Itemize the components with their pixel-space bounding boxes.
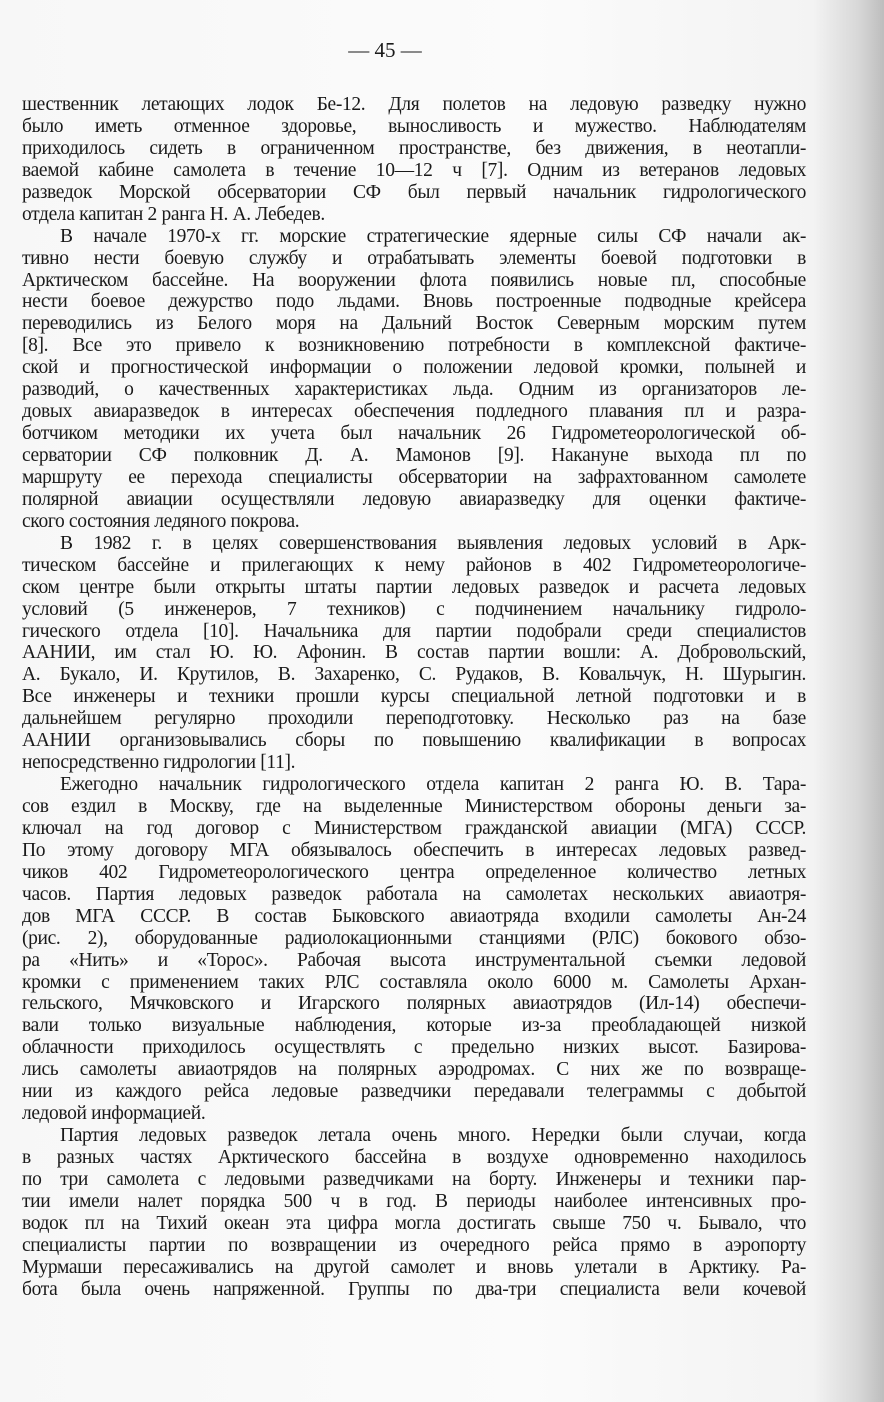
text-line: По этому договору МГА обязывалось обеспечить в интересах ледовых развед- bbox=[22, 839, 806, 861]
text-line: вали только визуальные наблюдения, которые из-за преобладающей низкой bbox=[22, 1015, 806, 1037]
text-line: ключал на год договор с Министерством гражданской авиации (МГА) СССР. bbox=[22, 817, 806, 839]
text-line: серватории СФ полковник Д. А. Мамонов [9]. Накануне выхода пл по bbox=[22, 445, 806, 466]
text-line: маршруту ее перехода специалисты обсерватории на зафрахтованном самолете bbox=[22, 466, 806, 488]
text-line: чиков 402 Гидрометеорологического центра определенное количество летных bbox=[22, 861, 806, 883]
text-line: дов МГА СССР. В состав Быковского авиаотряда входили самолеты Ан-24 bbox=[22, 905, 806, 927]
text-line: нии из каждого рейса ледовые разведчики передавали телеграммы с добытой bbox=[22, 1081, 806, 1103]
text-line: кромки с применением таких РЛС составляла около 6000 м. Самолеты Архан- bbox=[22, 971, 806, 993]
text-line: было иметь отменное здоровье, выносливость и мужество. Наблюдателям bbox=[22, 115, 806, 137]
text-line: в разных частях Арктического бассейна в воздухе одновременно находилось bbox=[22, 1147, 806, 1168]
text-line: специалисты партии по возвращении из очередного рейса прямо в аэропорту bbox=[22, 1234, 806, 1256]
text-line: [8]. Все это привело к возникновению потребности в комплексной фактиче- bbox=[22, 335, 806, 357]
text-line: ском центре были открыты штаты партии ледовых разведок и расчета ледовых bbox=[22, 576, 806, 598]
paragraph bbox=[22, 774, 806, 1125]
text-line: сов ездил в Москву, где на выделенные Министерством обороны деньги за- bbox=[22, 796, 806, 817]
text-line: В начале 1970-х гг. морские стратегические ядерные силы СФ начали ак- bbox=[60, 225, 806, 247]
text-line: ской и прогностической информации о положении ледовой кромки, полыней и bbox=[22, 357, 806, 379]
text-line: довых авиаразведок в интересах обеспечения подледного плавания пл и разра- bbox=[22, 401, 806, 423]
text-line: по три самолета с ледовыми разведчиками на борту. Инженеры и техники пар- bbox=[22, 1168, 806, 1190]
text-line: нести боевое дежурство подо льдами. Вновь построенные подводные крейсера bbox=[22, 291, 806, 313]
paragraph bbox=[22, 533, 806, 774]
text-line: часов. Партия ледовых разведок работала на самолетах нескольких авиаотря- bbox=[22, 883, 806, 905]
text-line: Все инженеры и техники прошли курсы специальной летной подготовки и в bbox=[22, 686, 806, 708]
text-line: условий (5 инженеров, 7 техников) с подчинением начальнику гидроло- bbox=[22, 598, 806, 620]
text-line: бота была очень напряженной. Группы по два-три специалиста вели кочевой bbox=[22, 1278, 806, 1300]
text-line: ААНИИ, им стал Ю. Ю. Афонин. В состав партии вошли: А. Добровольский, bbox=[22, 642, 806, 664]
text-line: (рис. 2), оборудованные радиолокационными станциями (РЛС) бокового обзо- bbox=[22, 927, 806, 949]
text-line: непосредственно гидрологии [11]. bbox=[22, 752, 296, 774]
text-line: переводились из Белого моря на Дальний Восток Северным морским путем bbox=[22, 313, 806, 335]
text-line: Арктическом бассейне. На вооружении флота появились новые пл, способные bbox=[22, 269, 806, 291]
text-line: отдела капитан 2 ранга Н. А. Лебедев. bbox=[22, 203, 325, 225]
paragraph bbox=[22, 1125, 806, 1301]
text-line: облачности приходилось осуществлять с предельно низких высот. Базирова- bbox=[22, 1037, 806, 1059]
text-line: разводий, о качественных характеристиках льда. Одним из организаторов ле- bbox=[22, 379, 806, 401]
text-line: приходилось сидеть в ограниченном пространстве, без движения, в неотапли- bbox=[22, 137, 806, 159]
text-line: ботчиком методики их учета был начальник 26 Гидрометеорологической об- bbox=[22, 423, 806, 445]
text-line: А. Букало, И. Крутилов, В. Захаренко, С. Рудаков, В. Ковальчук, Н. Шурыгин. bbox=[22, 664, 806, 686]
text-line: тическом бассейне и прилегающих к нему районов в 402 Гидрометеорологиче- bbox=[22, 554, 806, 576]
text-line: Партия ледовых разведок летала очень много. Нередки были случаи, когда bbox=[60, 1125, 806, 1147]
text-line: шественник летающих лодок Бе-12. Для полетов на ледовую разведку нужно bbox=[22, 94, 806, 115]
text-line: ААНИИ организовывались сборы по повышению квалификации в вопросах bbox=[22, 730, 806, 752]
text-line: полярной авиации осуществляли ледовую авиаразведку для оценки фактиче- bbox=[22, 488, 806, 510]
text-line: гического отдела [10]. Начальника для партии подобрали среди специалистов bbox=[22, 620, 806, 642]
text-line: В 1982 г. в целях совершенствования выявления ледовых условий в Арк- bbox=[60, 532, 806, 554]
paragraph bbox=[22, 94, 806, 226]
paragraph bbox=[22, 226, 806, 533]
body-text bbox=[22, 94, 806, 1301]
text-line: дальнейшем регулярно проходили переподготовку. Несколько раз на базе bbox=[22, 708, 806, 730]
text-line: разведок Морской обсерватории СФ был первый начальник гидрологического bbox=[22, 181, 806, 203]
text-line: гельского, Мячковского и Игарского полярных авиаотрядов (Ил-14) обеспечи- bbox=[22, 993, 806, 1015]
text-line: ра «Нить» и «Торос». Рабочая высота инструментальной съемки ледовой bbox=[22, 949, 806, 971]
text-line: водок пл на Тихий океан эта цифра могла достигать свыше 750 ч. Бывало, что bbox=[22, 1212, 806, 1234]
text-line: ледовой информацией. bbox=[22, 1103, 206, 1125]
page-number: — 45 — bbox=[348, 38, 422, 62]
text-line: Мурмаши пересаживались на другой самолет и вновь улетали в Арктику. Ра- bbox=[22, 1256, 806, 1278]
text-line: ваемой кабине самолета в течение 10—12 ч [7]. Одним из ветеранов ледовых bbox=[22, 159, 806, 181]
text-line: тивно нести боевую службу и отрабатывать элементы боевой подготовки в bbox=[22, 247, 806, 269]
text-line: Ежегодно начальник гидрологического отдела капитан 2 ранга Ю. В. Тара- bbox=[60, 774, 806, 796]
text-line: лись самолеты авиаотрядов на полярных аэродромах. С них же по возвраще- bbox=[22, 1059, 806, 1081]
text-line: тии имели налет порядка 500 ч в год. В периоды наиболее интенсивных про- bbox=[22, 1190, 806, 1212]
text-line: ского состояния ледяного покрова. bbox=[22, 510, 300, 532]
